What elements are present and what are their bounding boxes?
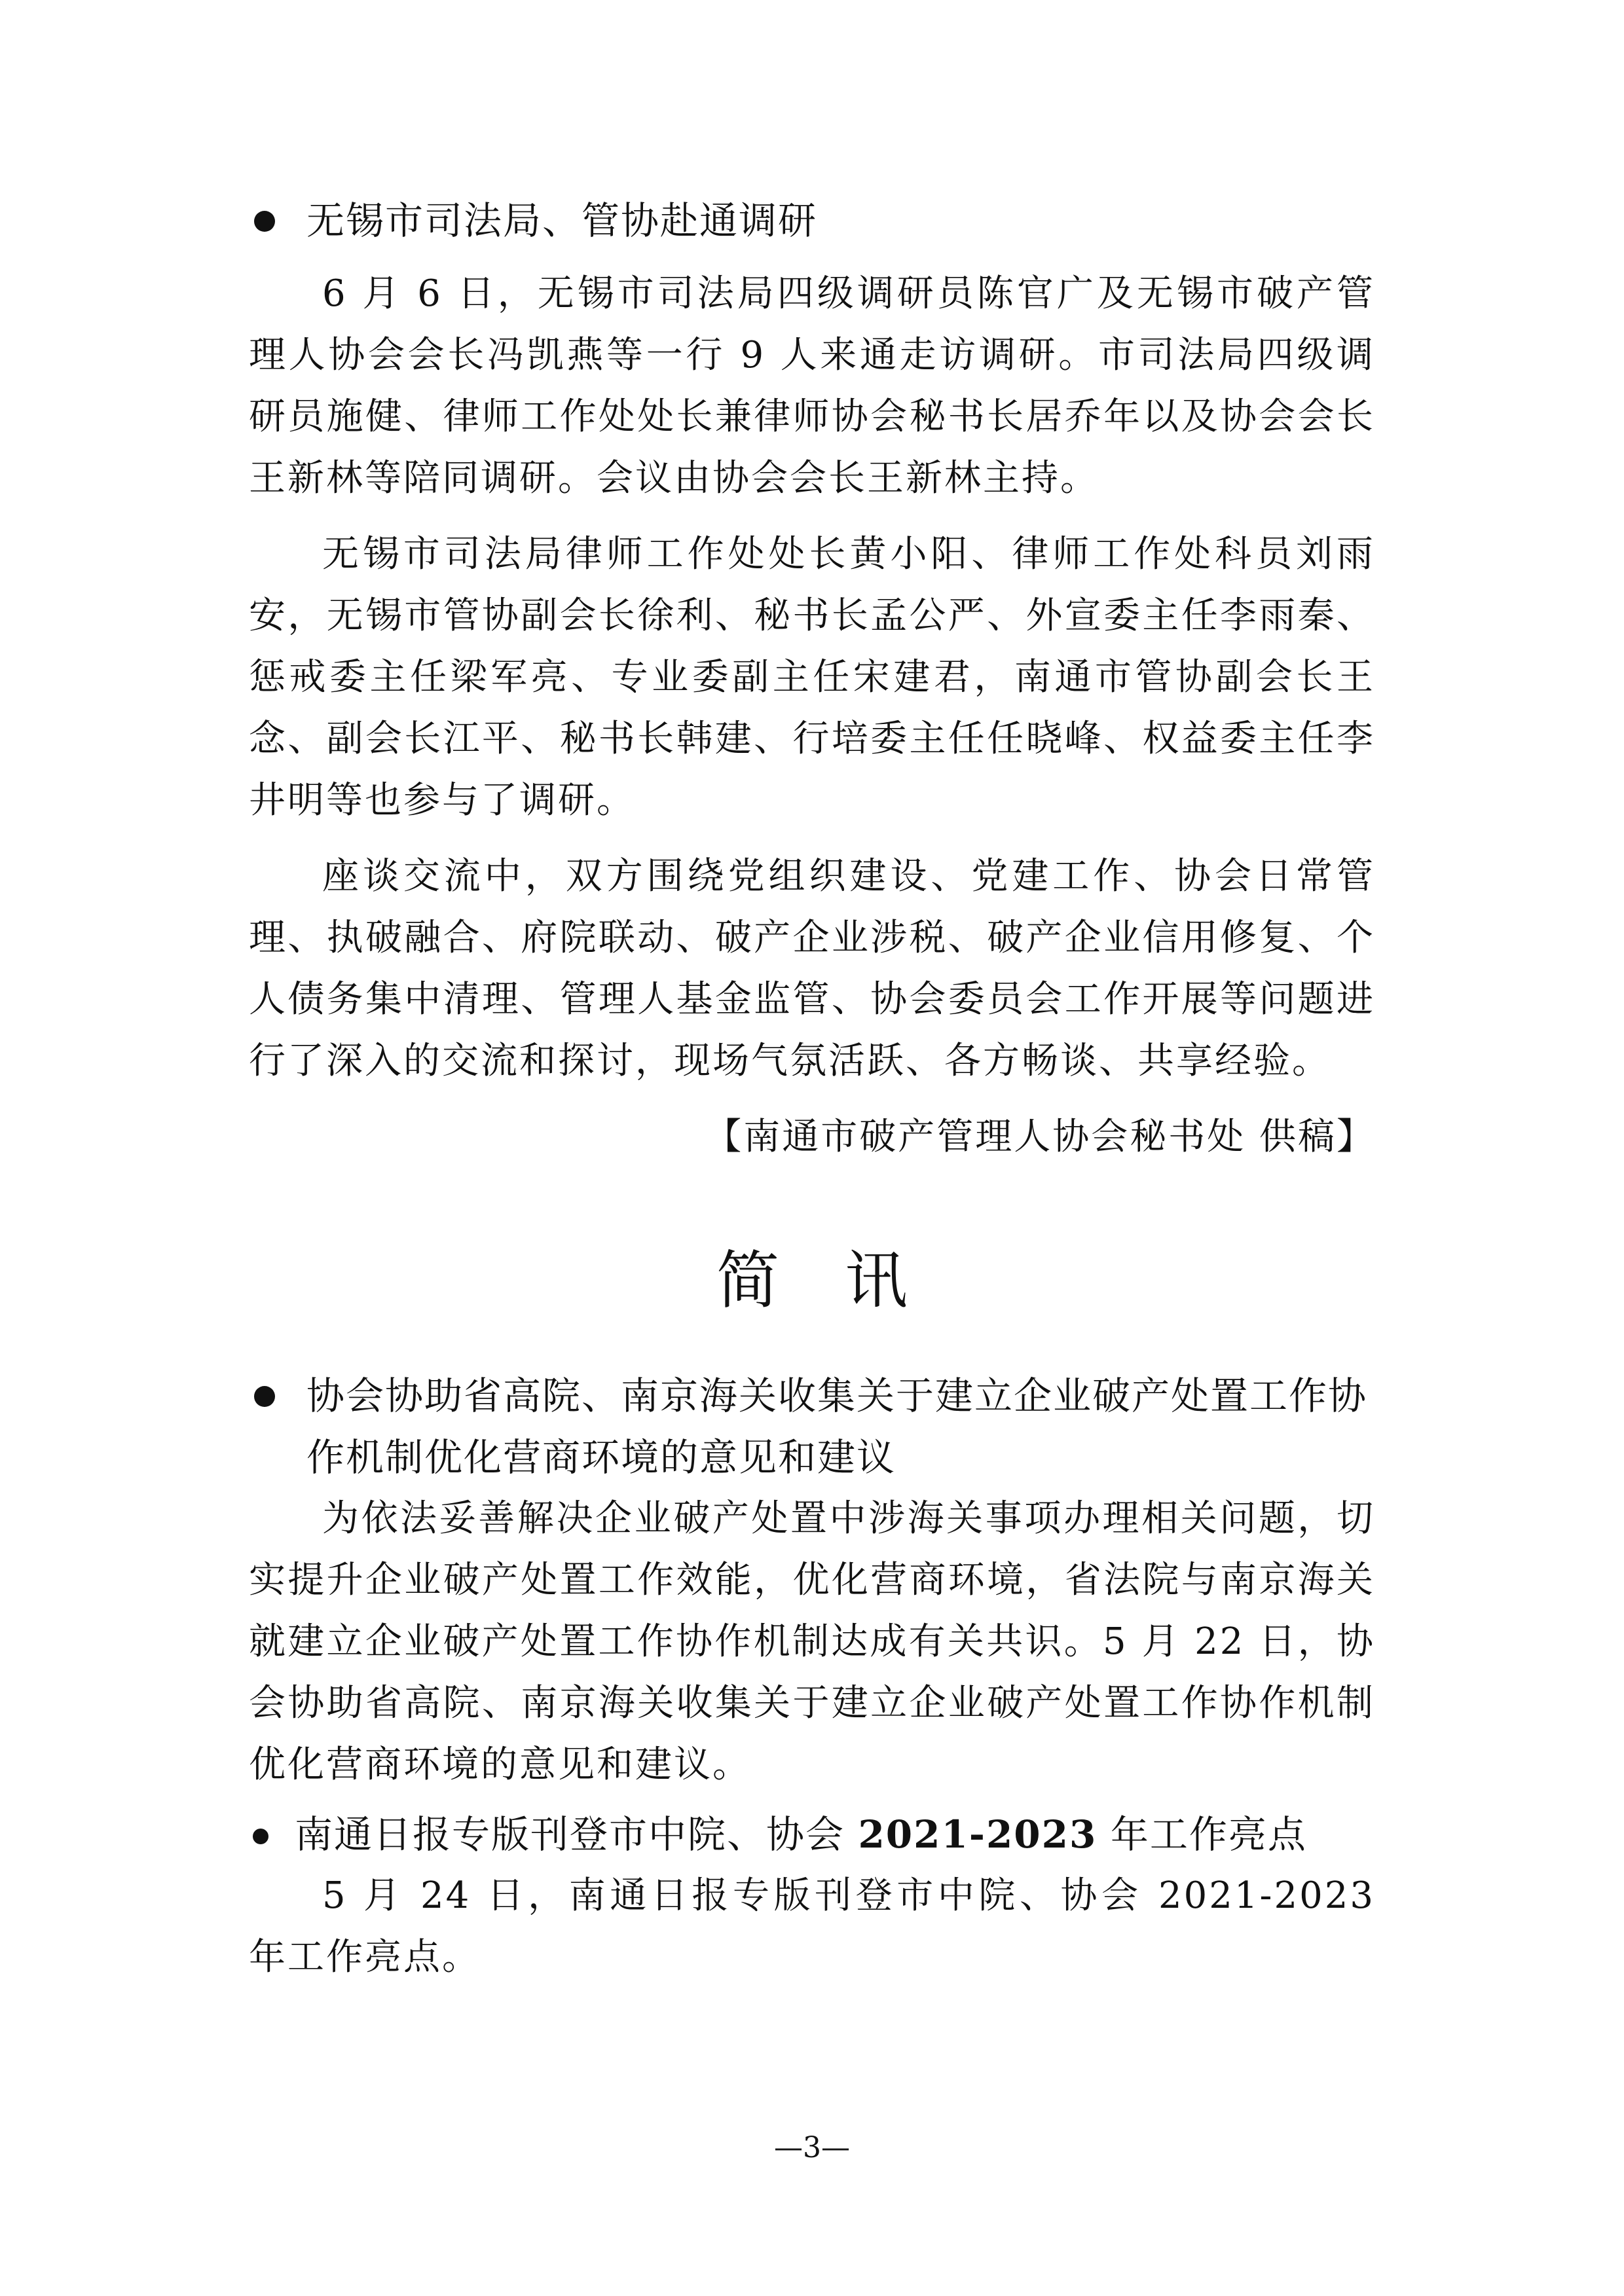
article-paragraph: 6 月 6 日，无锡市司法局四级调研员陈官广及无锡市破产管理人协会会长冯凯燕等一行 9 人来通走访调研。市司法局四级调研员施健、律师工作处处长兼律师协会秘书长居乔年以及协会会长王新林等陪同调研。会议由协会会长王新林主持。 bbox=[249, 272, 1375, 500]
article-paragraph: 座谈交流中，双方围绕党组织建设、党建工作、协会日常管理、执破融合、府院联动、破产企业涉税、破产企业信用修复、个人债务集中清理、管理人基金监管、协会委员会工作开展等问题进行了深入的交流和探讨，现场气氛活跃、各方畅谈、共享经验。 bbox=[249, 855, 1375, 1082]
page-number: —3— bbox=[774, 2131, 850, 2164]
article-heading-text: 无锡市司法局、管协赴通调研 bbox=[306, 198, 818, 243]
article-paragraph: 无锡市司法局律师工作处处长黄小阳、律师工作处科员刘雨安，无锡市管协副会长徐利、秘书长孟公严、外宣委主任李雨秦、惩戒委主任梁军亮、专业委副主任宋建君，南通市管协副会长王念、副会长江平、秘书长韩建、行培委主任任晓峰、权益委主任李井明等也参与了调研。 bbox=[249, 533, 1375, 822]
bullet-icon bbox=[254, 1386, 275, 1407]
brief-heading-suffix: 年工作亮点 bbox=[1097, 1812, 1307, 1857]
bullet-icon bbox=[253, 1829, 268, 1844]
brief-heading bbox=[249, 1804, 1375, 1865]
brief-paragraph: 5 月 24 日，南通日报专版刊登市中院、协会 2021-2023 年工作亮点。 bbox=[249, 1874, 1375, 1978]
brief-heading bbox=[249, 1365, 1375, 1488]
brief-heading-prefix: 南通日报专版刊登市中院、协会 bbox=[295, 1812, 858, 1857]
article-source: 【南通市破产管理人协会秘书处 供稿】 bbox=[705, 1116, 1375, 1158]
article-wuxi-visit bbox=[249, 190, 1375, 1168]
bullet-icon bbox=[254, 211, 275, 232]
brief-paragraph: 为依法妥善解决企业破产处置中涉海关事项办理相关问题，切实提升企业破产处置工作效能，优化营商环境，省法院与南京海关就建立企业破产处置工作协作机制达成有关共识。5 月 22 日，协会协助省高院、南京海关收集关于建立企业破产处置工作协作机制优化营商环境的意见和建议。 bbox=[249, 1497, 1375, 1786]
article-heading bbox=[249, 190, 1375, 251]
brief-heading-text: 协会协助省高院、南京海关收集关于建立企业破产处置工作协作机制优化营商环境的意见和建议 bbox=[306, 1374, 1368, 1480]
brief-item-newspaper bbox=[249, 1804, 1375, 1988]
brief-heading-years: 2021-2023 bbox=[858, 1812, 1098, 1857]
brief-item-customs bbox=[249, 1365, 1375, 1796]
section-title: 简讯 bbox=[716, 1244, 973, 1317]
